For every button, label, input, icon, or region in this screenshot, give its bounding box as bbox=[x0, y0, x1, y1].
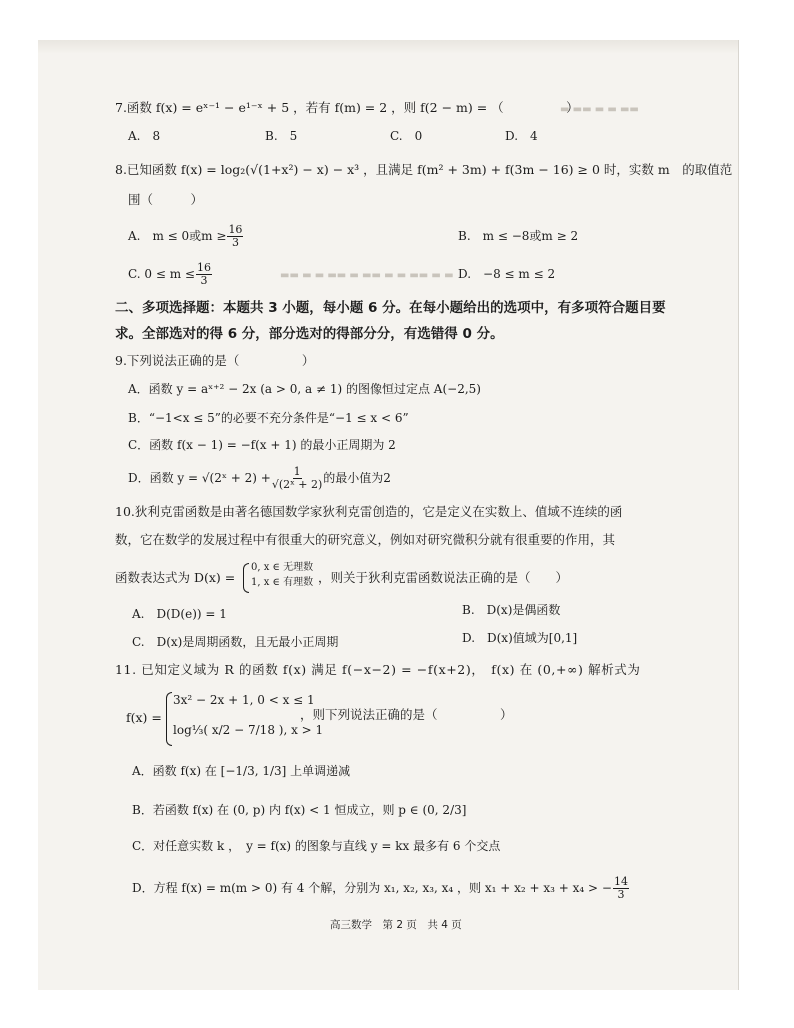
page-footer: 高三数学 第 2 页 共 4 页 bbox=[330, 919, 462, 931]
question-11-post: ，则下列说法正确的是（ ） bbox=[300, 707, 513, 722]
q10-option-c: C. D(x)是周期函数，且无最小正周期 bbox=[132, 635, 339, 649]
q10-option-b: B. D(x)是偶函数 bbox=[462, 603, 561, 617]
section-2-heading-line1: 二、多项选择题：本题共 3 小题，每小题 6 分。在每小题给出的选项中，有多项符合题目要 bbox=[115, 300, 666, 316]
q9-option-b: B．“−1<x ≤ 5”的必要不充分条件是“−1 ≤ x < 6” bbox=[128, 411, 409, 425]
q11-fx-label: f(x) = bbox=[126, 710, 162, 725]
q9-option-a: A．函数 y = aˣ⁺² − 2x (a > 0, a ≠ 1) 的图像恒过定点 A(−2,5) bbox=[128, 382, 481, 396]
piecewise-brace bbox=[243, 563, 249, 593]
q7-option-c: C. 0 bbox=[390, 129, 423, 143]
fraction: $\frac{14}{3}$ bbox=[613, 875, 628, 901]
q10-option-d: D. D(x)值域为[0,1] bbox=[462, 631, 578, 645]
question-10-line2: 数，它在数学的发展过程中有很重大的研究意义，例如对研究微积分就有很重要的作用，其 bbox=[115, 532, 616, 547]
q11-option-c: C．对任意实数 k ， y = f(x) 的图象与直线 y = kx 最多有 6 个交点 bbox=[132, 839, 501, 853]
question-8-stem-cont: 围（ ） bbox=[128, 192, 204, 207]
question-7-stem: 7.函数 f(x) = eˣ⁻¹ − e¹⁻ˣ + 5 ，若有 f(m) = 2 ，则 f(2 − m) = （ ） bbox=[115, 100, 579, 115]
q11-case-2: log⅓( x/2 − 7/18 ), x > 1 bbox=[173, 723, 324, 737]
q9-option-d: D．函数 y = √(2ˣ + 2) + $\frac{1}{\text{√(2ˣ + 2)}}$ 的最小值为2 bbox=[128, 465, 391, 491]
question-9-stem: 9.下列说法正确的是（ ） bbox=[115, 353, 315, 368]
question-8-stem: 8.已知函数 f(x) = log₂(√(1+x²) − x) − x³ ，且满足 f(m² + 3m) + f(3m − 16) ≥ 0 时，实数 m 的取值范 bbox=[115, 162, 733, 177]
q8-option-c: C. 0 ≤ m ≤ $\frac{16}{3}$ bbox=[128, 261, 211, 287]
q11-option-a: A．函数 f(x) 在 [−1/3, 1/3] 上单调递减 bbox=[132, 764, 351, 778]
piecewise-brace bbox=[166, 692, 172, 746]
q11-option-d: D．方程 f(x) = m(m > 0) 有 4 个解，分别为 x₁, x₂, x₃, x₄ ，则 x₁ + x₂ + x₃ + x₄ > − $\frac{14}{3}$ bbox=[132, 875, 628, 901]
section-2-heading-line2: 求。全部选对的得 6 分，部分选对的得部分分，有选错得 0 分。 bbox=[115, 326, 504, 342]
fraction: $\frac{16}{3}$ bbox=[196, 261, 211, 287]
question-10-line3-post: ，则关于狄利克雷函数说法正确的是（ ） bbox=[318, 570, 569, 585]
q9-option-c: C．函数 f(x − 1) = −f(x + 1) 的最小正周期为 2 bbox=[128, 438, 396, 452]
q11-option-b: B．若函数 f(x) 在 (0, p) 内 f(x) < 1 恒成立，则 p ∈ (0, 2/3] bbox=[132, 803, 467, 817]
fraction: $\frac{16}{3}$ bbox=[228, 223, 243, 249]
d-case-irrational: 0, x ∈ 无理数 bbox=[251, 562, 314, 573]
q7-option-b: B. 5 bbox=[265, 129, 298, 143]
d-case-rational: 1, x ∈ 有理数 bbox=[251, 577, 314, 588]
page-fold-shadow bbox=[38, 40, 738, 54]
q8-option-b: B. m ≤ −8或m ≥ 2 bbox=[458, 229, 579, 243]
show-through-text: ▬ ▬▬ ▬ ▬ ▬▬ bbox=[560, 104, 639, 115]
question-10-line3-pre: 函数表达式为 D(x) = bbox=[115, 570, 236, 585]
question-10-line1: 10.狄利克雷函数是由著名德国数学家狄利克雷创造的，它是定义在实数上、值域不连续的函 bbox=[115, 504, 623, 519]
show-through-text: ▬▬ ▬ ▬ ▬▬ ▬ ▬▬ ▬ ▬ ▬▬ ▬ ▬ bbox=[280, 270, 454, 281]
q11-case-1: 3x² − 2x + 1, 0 < x ≤ 1 bbox=[173, 693, 315, 707]
q10-option-a: A. D(D(e)) = 1 bbox=[132, 607, 227, 621]
q8-option-d: D. −8 ≤ m ≤ 2 bbox=[458, 267, 556, 281]
q8-option-a: A. m ≤ 0或m ≥ $\frac{16}{3}$ bbox=[128, 223, 243, 249]
q7-option-a: A. 8 bbox=[128, 129, 161, 143]
question-11-line1: 11. 已知定义域为 R 的函数 f(x) 满足 f(−x−2) = −f(x+2)， f(x) 在 (0,+∞) 解析式为 bbox=[115, 662, 641, 677]
q7-option-d: D. 4 bbox=[505, 129, 538, 143]
fraction: $\frac{1}{\text{√(2ˣ + 2)}}$ bbox=[271, 465, 323, 491]
